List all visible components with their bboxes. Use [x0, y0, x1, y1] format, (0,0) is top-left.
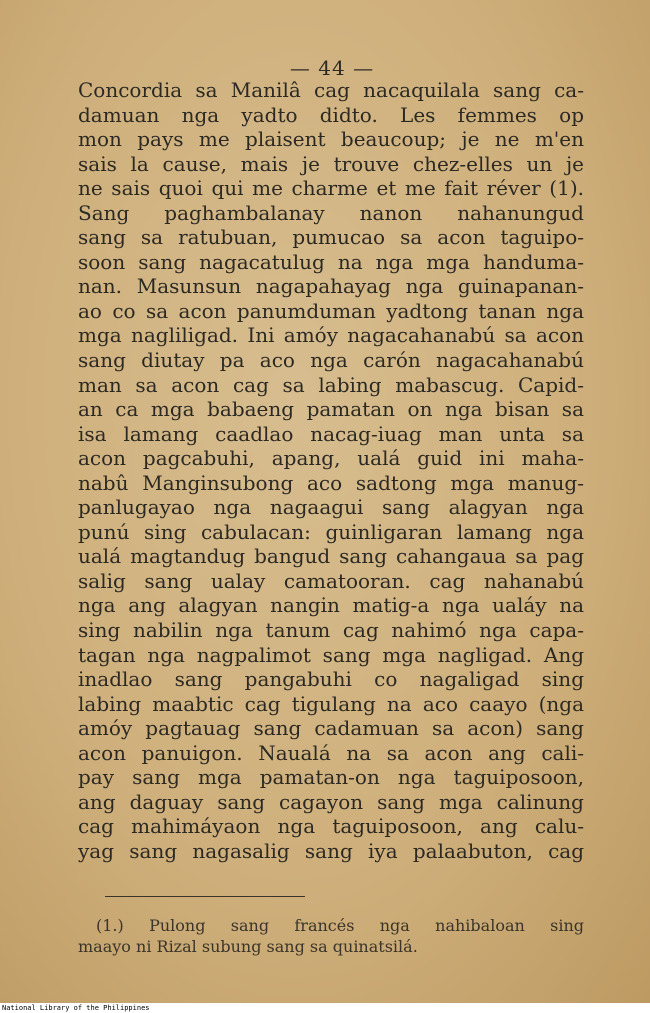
- text-line: sais la cause, mais je trouve chez-elles un je: [78, 151, 584, 176]
- text-line: inadlao sang pangabuhi co nagaligad sing: [78, 667, 584, 692]
- text-line: isa lamang caadlao nacag-iuag man unta sa: [78, 421, 584, 446]
- text-line: soon sang nagacatulug na nga mga handuma-: [78, 249, 584, 274]
- text-line: amóy pagtauag sang cadamuan sa acon) sang: [78, 716, 584, 741]
- text-line: an ca mga babaeng pamatan on nga bisan sa: [78, 397, 584, 422]
- text-line: mon pays me plaisent beaucoup; je ne m'en: [78, 127, 584, 152]
- text-line: ang daguay sang cagayon sang mga calinung: [78, 789, 584, 814]
- text-line: panlugayao nga nagaagui sang alagyan nga: [78, 495, 584, 520]
- text-line: salig sang ualay camatooran. cag nahanabú: [78, 568, 584, 593]
- text-line: sing nabilin nga tanum cag nahimó nga capa-: [78, 618, 584, 643]
- text-line: yag sang nagasalig sang iya palaabuton, cag: [78, 838, 584, 863]
- text-line: nan. Masunsun nagapahayag nga guinapanan-: [78, 274, 584, 299]
- footnote-line: (1.) Pulong sang francés nga nahibaloan sing: [96, 916, 584, 935]
- text-line: acon pagcabuhi, apang, ualá guid ini maha-: [78, 446, 584, 471]
- text-line: punú sing cabulacan: guinligaran lamang nga: [78, 519, 584, 544]
- text-line: sang sa ratubuan, pumucao sa acon taguipo-: [78, 225, 584, 250]
- text-line: labing maabtic cag tigulang na aco caayo (nga: [78, 691, 584, 716]
- body-text: [78, 78, 584, 864]
- text-line: acon panuigon. Naualá na sa acon ang cali-: [78, 740, 584, 765]
- text-line: damuan nga yadto didto. Les femmes op: [78, 102, 584, 127]
- text-line: nga ang alagyan nangin matig-a nga ualáy na: [78, 593, 584, 618]
- text-line: pay sang mga pamatan-on nga taguiposoon,: [78, 765, 584, 790]
- footnote-divider: [105, 896, 305, 897]
- text-line: sang diutay pa aco nga carón nagacahanabú: [78, 348, 584, 373]
- text-line: Concordia sa Manilâ cag nacaquilala sang ca-: [78, 78, 584, 102]
- text-line: ualá magtandug bangud sang cahangaua sa pag: [78, 544, 584, 569]
- text-line: ao co sa acon panumduman yadtong tanan nga: [78, 298, 584, 323]
- footnote-line: maayo ni Rizal subung sang sa quinatsilá.: [78, 937, 418, 956]
- text-line: ne sais quoi qui me charme et me fait réver (1).: [78, 176, 584, 201]
- text-line: tagan nga nagpalimot sang mga nagligad. Ang: [78, 642, 584, 667]
- library-attribution: National Library of the Philippines: [2, 1004, 150, 1012]
- text-line: mga nagliligad. Ini amóy nagacahanabú sa acon: [78, 323, 584, 348]
- text-line: cag mahimáyaon nga taguiposoon, ang calu-: [78, 814, 584, 839]
- text-line: nabû Manginsubong aco sadtong mga manug-: [78, 470, 584, 495]
- text-line: Sang paghambalanay nanon nahanungud: [78, 200, 584, 225]
- footnote: [78, 915, 584, 957]
- page-number: — 44 —: [289, 56, 375, 80]
- text-line: man sa acon cag sa labing mabascug. Capid-: [78, 372, 584, 397]
